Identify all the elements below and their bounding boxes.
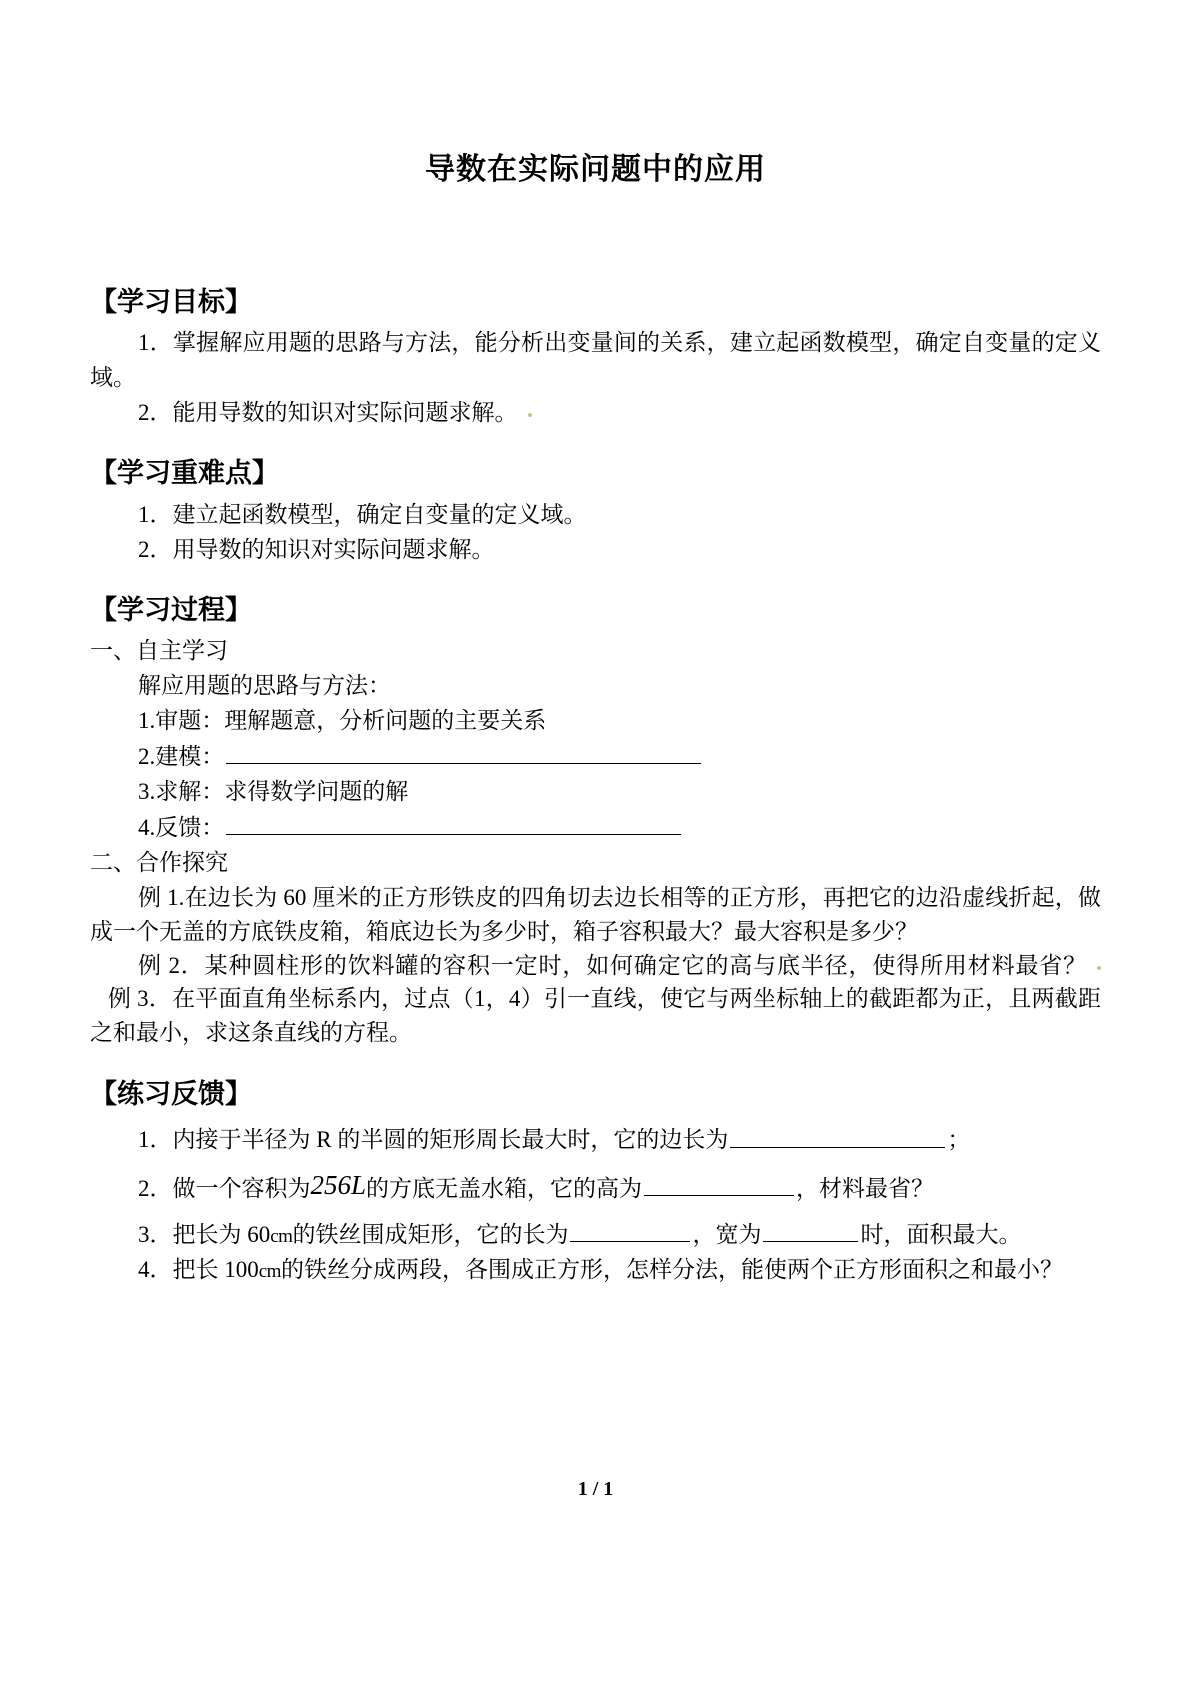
practice-q4-unit: cm — [258, 1260, 281, 1282]
process-step-3: 3.求解：求得数学问题的解 — [138, 779, 409, 805]
practice-q3-blank-width[interactable] — [763, 1217, 858, 1242]
practice-q3-before: 3．把长为 60 — [138, 1221, 271, 1247]
practice-q2-after: ，材料最省？ — [796, 1175, 935, 1201]
section-heading-practice: 【练习反馈】 — [90, 1079, 252, 1110]
practice-q1-before: 1．内接于半径为 R 的半圆的矩形周长最大时，它的边长为 — [138, 1127, 729, 1153]
ink-speck-icon-2 — [1097, 966, 1101, 970]
objective-item-1: 1．掌握解应用题的思路与方法，能分析出变量间的关系，建立起函数模型，确定自变量的定义域。 — [90, 330, 1101, 391]
process-step-2 — [138, 739, 1101, 775]
practice-q2-before: 2．做一个容积为 — [138, 1175, 311, 1201]
practice-q3-blank-length[interactable] — [570, 1217, 690, 1242]
practice-question-1 — [90, 1122, 1101, 1158]
section-heading-key-points: 【学习重难点】 — [90, 458, 279, 489]
practice-q3-unit: cm — [270, 1225, 293, 1247]
process-part-one-label: 一、自主学习 — [90, 638, 228, 664]
practice-q2-middle: 的方底无盖水箱，它的高为 — [366, 1175, 643, 1201]
practice-question-4 — [90, 1253, 1101, 1287]
page-title: 导数在实际问题中的应用 — [425, 153, 766, 186]
process-step-2-label: 2.建模： — [138, 744, 225, 770]
process-method-intro: 解应用题的思路与方法： — [138, 673, 391, 699]
practice-q2-blank[interactable] — [644, 1170, 794, 1195]
practice-q3-after: 时，面积最大。 — [860, 1221, 1022, 1247]
key-point-item-2: 2．用导数的知识对实际问题求解。 — [138, 536, 495, 562]
process-step-2-blank[interactable] — [226, 739, 701, 764]
example-1: 例 1.在边长为 60 厘米的正方形铁皮的四角切去边长相等的正方形，再把它的边沿虚线折起，做成一个无盖的方底铁皮箱，箱底边长为多少时，箱子容积最大？最大容积是多少？ — [90, 885, 1101, 944]
practice-q4-before: 4．把长 100 — [138, 1256, 259, 1282]
practice-q1-after: ； — [947, 1127, 971, 1153]
example-2-and-3 — [90, 949, 1101, 1050]
page-number-footer: 1 / 1 — [577, 1478, 614, 1500]
practice-q3-middle-2: ，宽为 — [692, 1221, 762, 1247]
process-step-4-blank[interactable] — [226, 810, 681, 835]
section-heading-process: 【学习过程】 — [90, 594, 252, 625]
process-part-two-label: 二、合作探究 — [90, 850, 228, 876]
process-step-1: 1.审题：理解题意，分析问题的主要关系 — [138, 707, 547, 733]
practice-q1-blank[interactable] — [730, 1122, 945, 1147]
key-point-item-1: 1．建立起函数模型，确定自变量的定义域。 — [138, 501, 587, 527]
example-3-text: 例 3．在平面直角坐标系内，过点（1，4）引一直线，使它与两坐标轴上的截距都为正，且两截距之和最小，求这条直线的方程。 — [90, 986, 1102, 1046]
practice-question-3 — [90, 1217, 1101, 1253]
objective-item-2-text: 2．能用导数的知识对实际问题求解。 — [138, 400, 518, 426]
example-2-text: 例 2．某种圆柱形的饮料罐的容积一定时，如何确定它的高与底半径，使得所用材料最省？ — [138, 952, 1087, 978]
objective-item-2 — [90, 396, 1101, 431]
ink-speck-icon — [528, 413, 532, 417]
practice-q2-math: 256L — [310, 1169, 367, 1200]
process-step-4 — [138, 810, 1101, 846]
process-step-4-label: 4.反馈： — [138, 815, 225, 841]
practice-q4-after: 的铁丝分成两段，各围成正方形，怎样分法，能使两个正方形面积之和最小？ — [280, 1256, 1063, 1282]
section-heading-objectives: 【学习目标】 — [90, 287, 252, 317]
practice-question-2 — [90, 1165, 1101, 1207]
practice-q3-middle-1: 的铁丝围成矩形，它的长为 — [292, 1221, 569, 1247]
